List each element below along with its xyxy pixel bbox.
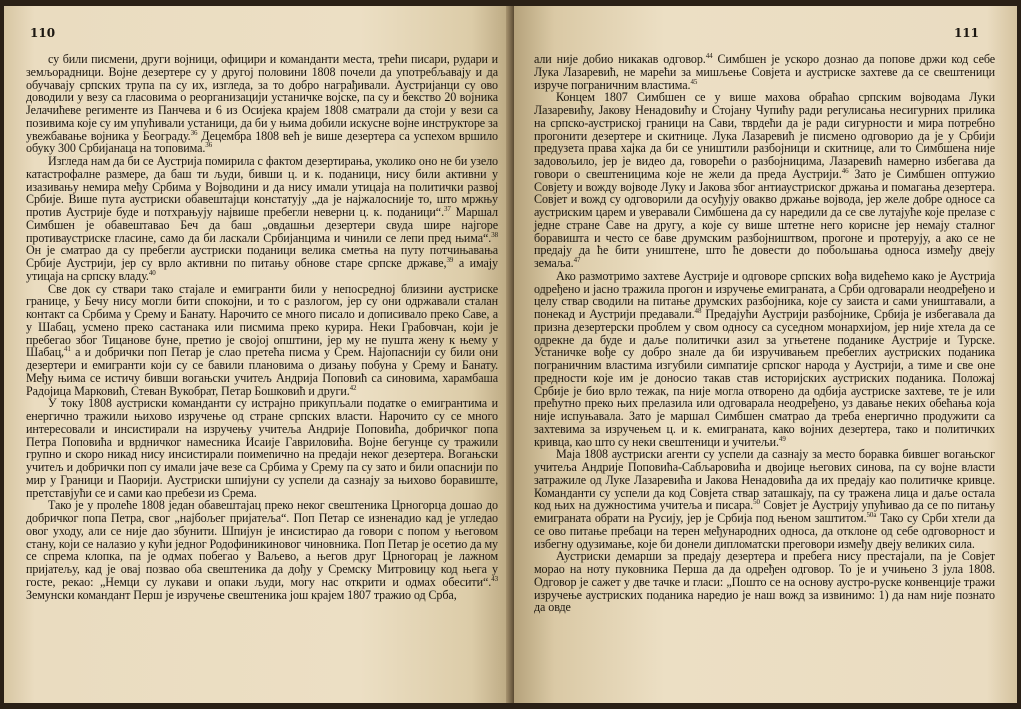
paragraph-text: Аустриски демарши за предају дезертера и пребега нису престајали, па је Совјет морао на ноту пуковника Перша да да одређен одговор. То је и учињено 3 јула 1808. Одговор је сажет у две тачке и гласи: „Пошто се на основу аустро-руске конвенције тражи изручење аустриских поданика наредио је наш вожд за извинимо: 1) да нам није познато да овде bbox=[534, 549, 995, 615]
paragraph bbox=[26, 53, 498, 155]
paragraph bbox=[534, 53, 995, 91]
page-number-left: 110 bbox=[30, 26, 56, 40]
footnote-ref: 47 bbox=[573, 255, 581, 264]
paragraph bbox=[534, 91, 995, 270]
footnote-ref: 50а bbox=[866, 510, 877, 519]
left-page-text bbox=[26, 53, 498, 601]
footnote-ref: 45 bbox=[690, 77, 698, 86]
footnote-ref: 43 bbox=[491, 574, 498, 583]
paragraph-text: Предајући Аустрији разбојнике, Србија је избегавала да призна дезертерски проблем у свом односу са суседном монархијом, јер није хтела да се одрекне да буде и даље политички азил за угњетене поданике Аустрије и Турске. Устаничке вође су добро знале да би изручивањем пребеглих аустриских поданика пограничним властима изгубили симпатије српског народа у Аустрији, а тиме и све оне предности које им је доносио такав став историјских аустриских поданика. Положај Србије је био врло тежак, па није могла отворено да одбија аустриске захтеве, те је или прећутно преко њих прелазила или одговарала неодређено, уз давање неких обећања која није испуњавала. Зато је маршал Симбшен сматрао да треба енергично продужити са захтевима за изручењем ц. и к. емиграната, како војних дезертера, тако и политичких кривца, као што су неки свештеници и учитељи. bbox=[534, 307, 995, 449]
paragraph-text: Маја 1808 аустриски агенти су успели да сазнају за место боравка бившег вогањског учитеља Андрије Поповића-Сабљаровића и двојице његових синова, па су војне власти затражиле од Луке Лазаревића и Јакова Ненадовића да их предају као политичке кривце. Команданти су успели да код Совјета ствар заташкају, па су тражена лица и даље остала код њих на дужностима учитеља и писара. bbox=[534, 447, 995, 513]
paragraph-text: Земунски командант Перш је изручење свештеника још крајем 1807 тражио од Срба, bbox=[26, 587, 457, 602]
paragraph-text: су били писмени, други војници, официри и команданти места, трећи писари, рудари и земљорадници. Војне дезертере су у другој половини 1808 почели да употребљавају и да обучавају српских трупа па су их, изгледа, за то добро награђивали. Аустријанци су ово доводили у везу са гласовима о реорганизацији устаничке војске, па су и бекство 20 војника Јелачићеве регименте из Панчева и 6 из Осијека крајем 1808 сматрали да стоји у вези са позивима које су им упућивали устаници, да би у њима добили искусне војне инструкторе за увежбавање војника у Београду. bbox=[26, 52, 498, 143]
paragraph-text: Концем 1807 Симбшен се у више махова обраћао српским војводама Луки Лазаревићу, Јакову Ненадовићу и Стојану Чупићу ради регулисања несигурних прилика на српско-аустриској граници на Сави, тврдећи да је ради сигурности и мира потребно прогонити дезертере и скитнице. Лука Лазаревић је писмено одговорио да је у Србији предузета права хајка да би се уништили разбојници и скитнице, али то Симбшена није задовољило, јер је видео да, говорећи о разбојницима, Лазаревић намерно избегава да говори о свештеницима које не жели да преда Аустрији. bbox=[534, 90, 995, 181]
paragraph-text: Совјет је Аустрију упућивао да се по питању емиграната обрати на Русију, јер је Србија под њеном заштитом. bbox=[534, 498, 995, 525]
paragraph-text: Ако размотримо захтеве Аустрије и одговоре српских вођа видећемо како је Аустрија одређено и јасно тражила прогон и изручење емиграната, а Срби одговарали неодређено и целу ствар сводили на питање друмских разбојника, које су заиста и сами уништавали, а понекад и Аустрији предавали. bbox=[534, 268, 995, 321]
paragraph-text: Маршал Симбшен је обавештавао Беч да баш „овдашњи дезертери свуда шире најгоре противаустриске гласине, само да би ласкали Србијанцима и чинили се лепи пред њима“. bbox=[26, 205, 498, 245]
paragraph bbox=[26, 397, 498, 499]
page-number-right: 111 bbox=[953, 26, 979, 40]
paragraph-text: Децембра 1808 већ је више дезертера са успехом вршило обуку 300 Србијанаца на топовима. bbox=[26, 128, 498, 156]
paragraph-text: Изгледа нам да би се Аустрија помирила с фактом дезертирања, уколико оно не би узело катастрофалне размере, да баш ти људи, бивши ц. и к. поданици, нису били активни у изазивању немира међу Србима у Војводини и да нису имали утицаја на политички развој Србије. Више пута аустриски обавештајци констатују „да је најжалосније то, што мржњу против Аустрије буде и потхрањују највише пребегли неверни ц. к. поданици“. bbox=[26, 154, 498, 219]
footnote-ref: 46 bbox=[841, 166, 849, 175]
footnote-ref: 48 bbox=[694, 306, 702, 315]
paragraph-text: Тако су Срби хтели да се ово питање пребаци на терен међународних односа, да отклоне од себе одговорност и избегну одузимање, које би донели дипломатски преговори између двеју великих сила. bbox=[534, 511, 995, 551]
paragraph bbox=[26, 283, 498, 398]
right-page bbox=[514, 6, 1017, 703]
paragraph-text: У току 1808 аустриски команданти су истрајно прикупљали податке о емигрантима и енергично тражили њихово изручење од стране српских власти. Нарочито су се много интересовали и инсистирали на изручењу учитеља Андрије Поповића, добричког попа Петра Поповића и врдничког намесника Исаије Гавриловића. Војне бегунце су тражили групно и скоро никад нису инсистирали поимenично на предаји неког дезертера. Вогањски учитељ и добрички поп су имали јаче везе са Србима у Срему па су зато и били опаснији по мир у Граници и Паорији. Аустриски шпијуни су успели да сазнају за њихово боравиште, претставјући се и сами као пребези из Срема. bbox=[26, 396, 498, 500]
paragraph-text: али није добио никакав одговор. bbox=[534, 52, 706, 66]
paragraph-text: Он је сматрао да су пребегли аустриски поданици велика сметња на путу потчињавања Србије Аустрији, јер су врло активни по питању обнове старе српске државе, bbox=[26, 243, 498, 270]
left-page bbox=[4, 6, 512, 703]
footnote-ref: 40 bbox=[148, 268, 156, 277]
paragraph bbox=[534, 270, 995, 449]
footnote-ref: 42 bbox=[349, 383, 357, 392]
paragraph-text: Симбшен је ускоро дознао да попове држи код себе Лука Лазаревић, не марећи за мишљење Совјета и аустриске захтеве да се свештеници изруче пограничним властима. bbox=[534, 52, 995, 92]
footnote-ref: 38 bbox=[491, 230, 498, 239]
footnote-ref: 44 bbox=[705, 51, 713, 60]
paragraph bbox=[26, 499, 498, 601]
paragraph bbox=[534, 448, 995, 550]
footnote-ref: 39 bbox=[446, 255, 454, 264]
footnote-ref: 41 bbox=[63, 345, 71, 354]
paragraph bbox=[534, 550, 995, 614]
footnote-ref: 49 bbox=[778, 434, 786, 443]
paragraph bbox=[26, 155, 498, 283]
paragraph-text: Зато је Симбшен оптужио Совјету и вожду војводе Луку и Јакова због антиаустриског држања и помагања дезертера. Совјет и вожд су одговорили да осуђују овакво држање војвода, јер желе добре односе са аустриским царем и уверавали Симбшена да су наредили да се све лутајуће које прелазе с једне стране Саве на другу, а које су више штетне него корисне јер немају сталног боравишта и често се баве друмским разбојништвом, прогоне и протерују, а ако се не предају да ће бити уништене, што ће довести до побољшања односа између двеју земаља. bbox=[534, 166, 995, 270]
right-page-text bbox=[534, 53, 995, 614]
footnote-ref: 36 bbox=[190, 128, 198, 137]
paragraph-text: а и добрички поп Петар је слао претећа писма у Срем. Најопаснији су били они дезертери и емигранти који су се бавили плановима о дизању побуна у Срему и Банату. Међу њима се истичу бивши вогањски учитељ Андрија Поповић са синовима, харамбаша Радојица Марковић, Стеван Вукобрат, Петар Бошковић и други. bbox=[26, 345, 498, 398]
paragraph-text: Тако је у пролеће 1808 један обавештајац преко неког свештеника Црногорца дошао до добричког попа Петра, свог „најбољег пријатеља“. Поп Петар се изненадио кад је угледао овог уходу, али се није дао збунити. Шпијун је инсистирао да говори с попом у његовом стану, који се налазио у кући једног Родофиникиновог чиновника. Поп Петар је осетио да му се спрема клопка, па је одмах побегао у Ваљево, а његов друг Црногорац је лажном пријатељу, кад је овај позвао оба свештеника да дођу у Сремску Митровицу код њега у госте, рекао: „Немци су лукави и опаки људи, могу нас открити и одмах обесити“. bbox=[26, 498, 498, 589]
footnote-ref: 37 bbox=[444, 204, 451, 213]
paragraph-text: Све док су ствари тако стајале и емигранти били у непосредној близини аустриске границе, у Бечу нису могли бити спокојни, и то с разлогом, јер су они одржавали сталан контакт са Србима у Срему и Банату. Нарочито се много писало и дописивало преко Саве, а у Шабац, усмено преко састанака или писмима преко курира. Неки Грабовчан, који је пребегао због Тицанове буне, претио је својој општини, јер му не пушта жену к њему у Шабац, bbox=[26, 281, 498, 360]
paragraph-text: а имају утицаја на српску владу. bbox=[26, 256, 498, 283]
footnote-ref: 50 bbox=[753, 498, 760, 507]
footnote-ref: 36 bbox=[205, 141, 213, 150]
